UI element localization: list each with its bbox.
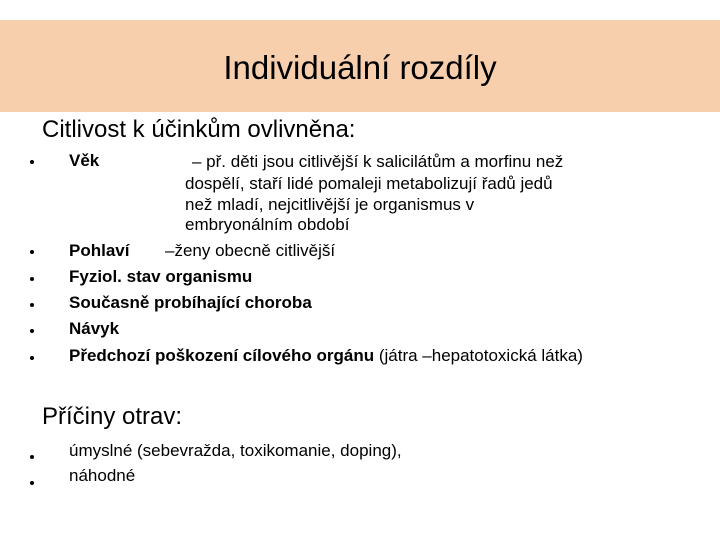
- list-item-detail: (játra –hepatotoxická látka): [374, 346, 583, 365]
- bullet-icon: [30, 303, 34, 307]
- list-item-term: Pohlaví: [69, 241, 130, 260]
- bullet-icon: [30, 455, 34, 459]
- section-heading-causes: Příčiny otrav:: [42, 403, 183, 430]
- list-item-term: Současně probíhající choroba: [69, 293, 312, 312]
- section-heading-sensitivity: Citlivost k účinkům ovlivněna:: [42, 116, 356, 143]
- list-item: [69, 345, 583, 367]
- bullet-icon: [30, 250, 34, 254]
- bullet-icon: [30, 329, 34, 333]
- slide-title: Individuální rozdíly: [223, 49, 497, 86]
- list-item-detail: – př. děti jsou citlivější k salicilátům a morfinu než: [192, 152, 564, 171]
- list-item: náhodné: [69, 466, 136, 485]
- bullet-icon: [30, 481, 34, 485]
- list-item-term: Předchozí poškození cílového orgánu: [69, 346, 375, 365]
- list-item-term: Věk: [69, 151, 100, 170]
- bullet-icon: [30, 356, 34, 360]
- list-item-detail: dospělí, staří lidé pomaleji metabolizují řadů jedů: [185, 174, 553, 193]
- bullet-icon: [30, 277, 34, 281]
- list-item-detail: než mladí, nejcitlivější je organismus v: [185, 195, 475, 214]
- list-item-detail: embryonálním období: [185, 215, 350, 234]
- list-item: úmyslné (sebevražda, toxikomanie, doping),: [69, 441, 402, 460]
- list-item-term: Fyziol. stav organismu: [69, 267, 253, 286]
- list-item-detail: –ženy obecně citlivější: [165, 241, 336, 260]
- bullet-icon: [30, 160, 34, 164]
- list-item-term: Návyk: [69, 319, 120, 338]
